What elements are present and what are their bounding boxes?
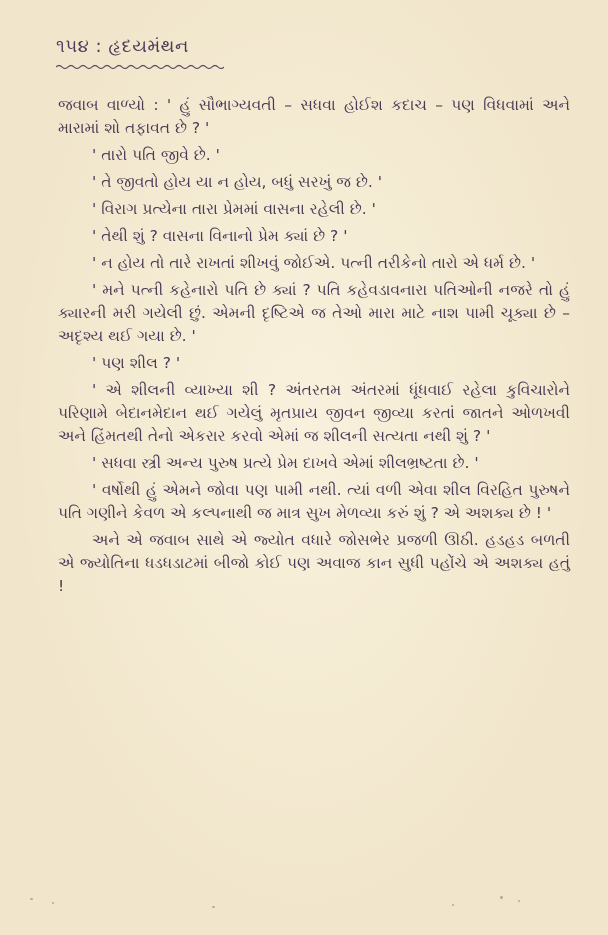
- paper-speck: [500, 896, 503, 899]
- paper-speck: [212, 906, 215, 908]
- paragraph: ' સધવા સ્ત્રી અન્ય પુરુષ પ્રત્યે પ્રેમ દાખવે એમાં શીલભ્રષ્ટતા છે. ': [92, 454, 479, 472]
- paragraph: ' વિરાગ પ્રત્યેના તારા પ્રેમમાં વાસના રહેલી છે. ': [92, 200, 376, 218]
- paragraph: ' તેથી શું ? વાસના વિનાનો પ્રેમ ક્યાં છે ? ': [92, 227, 348, 245]
- header-title: હૃદયમંથન: [108, 36, 189, 57]
- running-header: [56, 36, 189, 57]
- paragraph: ' તારો પતિ જીવે છે. ': [92, 146, 220, 164]
- paragraph: ' ન હોય તો તારે રાખતાં શીખવું જોઈએ. પત્ની તરીકેનો તારો એ ધર્મ છે. ': [92, 254, 536, 272]
- wavy-rule-ornament: [56, 64, 224, 70]
- paragraph: અને એ જવાબ સાથે એ જ્યોત વધારે જોસભેર પ્રજળી ઊઠી. હડહડ બળતી એ જ્યોતિના ધડધડાટમાં બીજો કોઈ પણ અવાજ કાન સુધી પહોંચે એ અશક્ય હતું !: [58, 531, 570, 595]
- paragraph: જવાબ વાળ્યો : ' હું સૌભાગ્યવતી – સધવા હોઈશ કદાચ – પણ વિધવામાં અને મારામાં શો તફાવત છે ? ': [58, 96, 570, 137]
- page-body: [58, 94, 570, 602]
- page-number: ૧૫૪: [56, 36, 90, 57]
- paragraph: ' વર્ષોથી હું એમને જોવા પણ પામી નથી. ત્યાં વળી એવા શીલ વિરહિત પુરુષને પતિ ગણીને કેવળ એ કલ્પનાથી જ માત્ર સુખ મેળવ્યા કરું શું ? એ અશક્ય છે ! ': [58, 481, 570, 522]
- header-separator: :: [95, 36, 103, 57]
- paper-speck: [52, 902, 54, 904]
- paragraph: ' મને પત્ની કહેનારો પતિ છે ક્યાં ? પતિ કહેવડાવનારા પતિઓની નજરે તો હું ક્યારની મરી ગયેલી છું. એમની દૃષ્ટિએ જ તેઓ મારા માટે નાશ પામી ચૂક્યા છે – અદૃશ્ય થઈ ગયા છે. ': [58, 281, 570, 345]
- paper-speck: [30, 898, 33, 900]
- paragraph: ' એ શીલની વ્યાખ્યા શી ? અંતરતમ અંતરમાં ધૂંધવાઈ રહેલા કુવિચારોને પરિણામે બેદાનમેદાન થઈ ગયેલું મૃતપ્રાય જીવન જીવ્યા કરતાં જાતને ઓળખવી અને હિંમતથી તેનો એકરાર કરવો એમાં જ શીલની સત્યતા નથી શું ? ': [58, 381, 570, 445]
- paragraph: ' પણ શીલ ? ': [92, 354, 181, 372]
- paper-speck: [452, 904, 454, 906]
- paragraph: ' તે જીવતો હોય યા ન હોય, બધું સરખું જ છે. ': [92, 173, 382, 191]
- paper-speck: [518, 900, 520, 902]
